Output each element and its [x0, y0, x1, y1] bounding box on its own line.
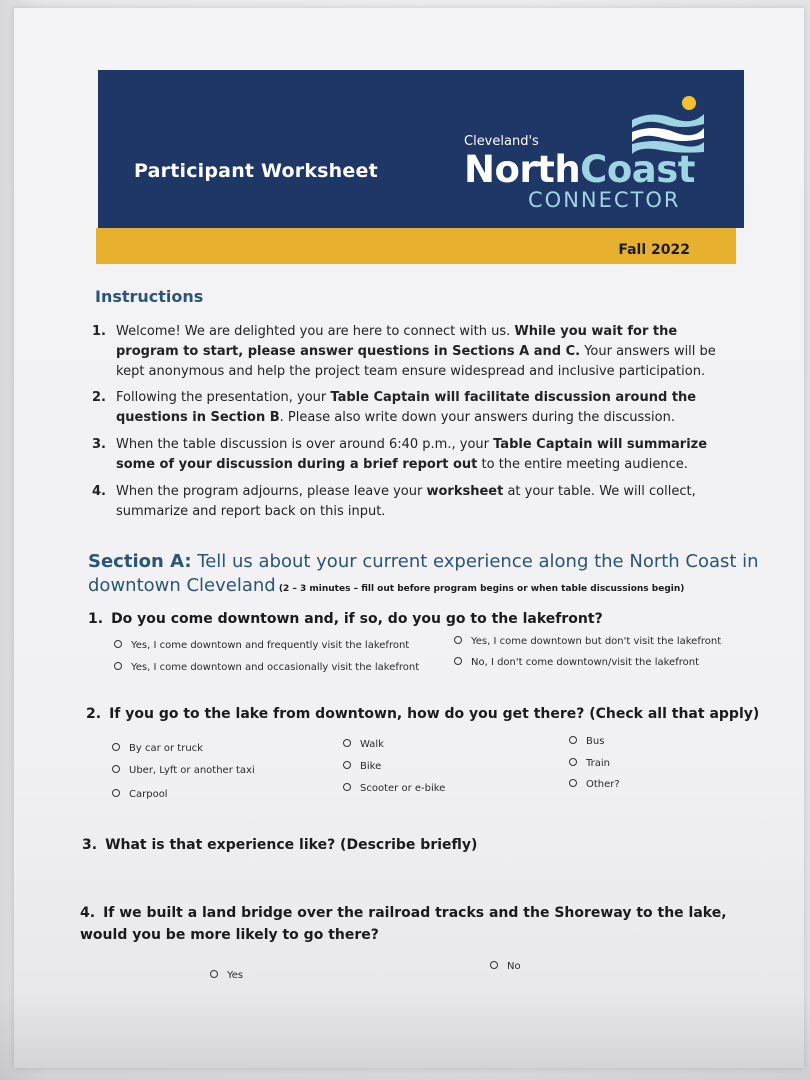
question-4: 4. If we built a land bridge over the railroad tracks and the Shoreway to the lake, would you be more likely to go there? [80, 905, 727, 943]
page-title: Participant Worksheet [134, 160, 378, 182]
q2-option-train[interactable]: Train [569, 758, 610, 769]
q1-option-no-visit[interactable]: Yes, I come downtown but don't visit the lakefront [454, 636, 721, 647]
north-coast-logo [464, 90, 734, 220]
instruction-number: 4. [92, 484, 106, 499]
checkbox-circle-icon[interactable] [343, 783, 351, 791]
question-1: 1. Do you come downtown and, if so, do you go to the lakefront? [88, 611, 603, 627]
radio-circle-icon[interactable] [454, 657, 462, 665]
radio-circle-icon[interactable] [490, 961, 498, 969]
radio-circle-icon[interactable] [454, 636, 462, 644]
logo-north: North [464, 148, 581, 191]
q2-option-scooter[interactable]: Scooter or e-bike [343, 783, 445, 794]
instruction-item [92, 435, 742, 475]
checkbox-circle-icon[interactable] [569, 779, 577, 787]
checkbox-circle-icon[interactable] [112, 789, 120, 797]
q1-option-occasionally[interactable]: Yes, I come downtown and occasionally visit the lakefront [114, 662, 419, 673]
logo-wordmark [464, 148, 695, 191]
instruction-item [92, 322, 742, 382]
q2-option-other[interactable]: Other? [569, 779, 620, 790]
q2-option-taxi[interactable]: Uber, Lyft or another taxi [112, 765, 255, 776]
instruction-text: When the program adjourns, please leave your worksheet at your table. We will collect, summarize and report back on this input. [116, 484, 696, 519]
question-2: 2. If you go to the lake from downtown, how do you get there? (Check all that apply) [86, 706, 760, 722]
radio-circle-icon[interactable] [210, 970, 218, 978]
checkbox-circle-icon[interactable] [569, 736, 577, 744]
instruction-text: Welcome! We are delighted you are here to connect with us. While you wait for the program to start, please answer questions in Sections A and C. Your answers will be kept anonymous and help the project team ensure widespread and inclusive participation. [116, 324, 716, 379]
q1-option-frequently[interactable]: Yes, I come downtown and frequently visit the lakefront [114, 640, 409, 651]
q2-option-bike[interactable]: Bike [343, 761, 381, 772]
checkbox-circle-icon[interactable] [569, 758, 577, 766]
logo-connector: CONNECTOR [528, 188, 681, 212]
q2-option-walk[interactable]: Walk [343, 739, 384, 750]
season-bar [96, 228, 736, 264]
q2-option-carpool[interactable]: Carpool [112, 789, 168, 800]
checkbox-circle-icon[interactable] [112, 743, 120, 751]
instructions-heading: Instructions [95, 287, 204, 306]
instruction-number: 1. [92, 324, 106, 339]
logo-tagline: Cleveland's [464, 134, 539, 149]
sun-icon [682, 96, 696, 110]
q2-option-car[interactable]: By car or truck [112, 743, 203, 754]
instruction-text: Following the presentation, your Table Captain will facilitate discussion around the questions in Section B. Please also write down your answers during the discussion. [116, 390, 697, 425]
radio-circle-icon[interactable] [114, 662, 122, 670]
checkbox-circle-icon[interactable] [343, 739, 351, 747]
q4-option-no[interactable]: No [490, 961, 521, 972]
page-shadow [0, 990, 810, 1080]
instruction-number: 2. [92, 390, 106, 405]
instruction-item [92, 482, 742, 522]
instruction-number: 3. [92, 437, 106, 452]
instruction-item [92, 388, 742, 428]
checkbox-circle-icon[interactable] [112, 765, 120, 773]
q4-option-yes[interactable]: Yes [210, 970, 243, 981]
season-label: Fall 2022 [618, 242, 690, 258]
instruction-text: When the table discussion is over around 6:40 p.m., your Table Captain will summarize some of your discussion during a brief report out to the entire meeting audience. [116, 437, 708, 472]
radio-circle-icon[interactable] [114, 640, 122, 648]
question-3: 3. What is that experience like? (Describe briefly) [82, 837, 478, 853]
header-banner [98, 70, 744, 228]
section-a-heading: Section A: Tell us about your current experience along the North Coast in downtown Cleveland (2 – 3 minutes – fill out before program begins or when table discussions begin) [88, 551, 759, 596]
q1-option-no-downtown[interactable]: No, I don't come downtown/visit the lakefront [454, 657, 699, 668]
q2-option-bus[interactable]: Bus [569, 736, 604, 747]
logo-coast: Coast [580, 148, 695, 191]
checkbox-circle-icon[interactable] [343, 761, 351, 769]
